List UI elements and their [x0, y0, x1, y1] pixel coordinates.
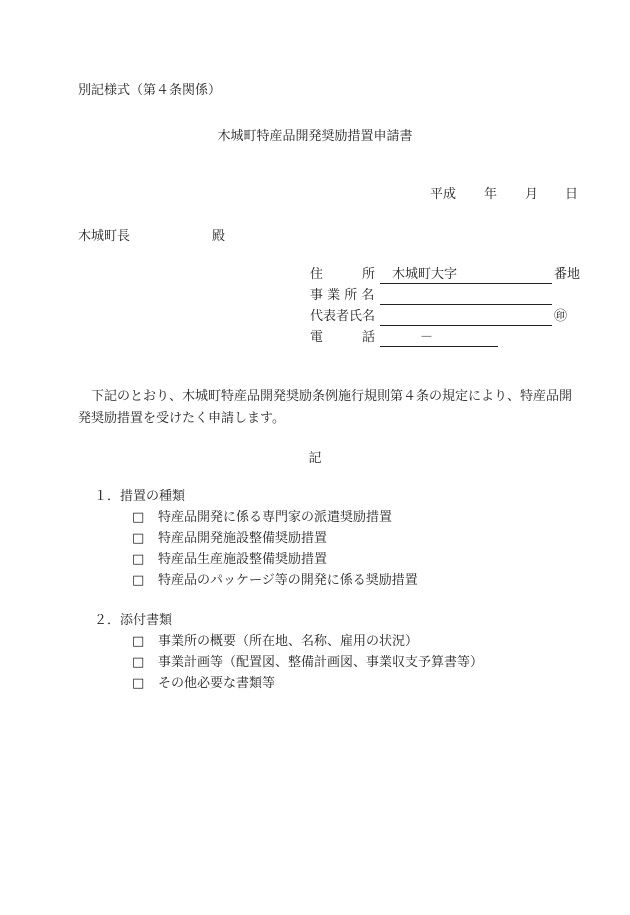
checkbox-icon[interactable]: □: [132, 531, 145, 546]
phone-field[interactable]: [380, 329, 498, 347]
checkbox-icon[interactable]: □: [132, 676, 145, 691]
checkbox-icon[interactable]: □: [132, 634, 145, 649]
office-name-label: 事 業 所 名: [310, 288, 375, 303]
body-paragraph: 下記のとおり、木城町特産品開発奨励条例施行規則第４条の規定により、特産品開発奨励措置を受けたく申請します。: [78, 389, 573, 426]
address-label: 住 所: [310, 267, 376, 282]
checkbox-item[interactable]: [132, 675, 275, 693]
section-title-attachments: ２．添付書類: [94, 613, 173, 628]
checkbox-item[interactable]: [132, 551, 327, 569]
seal-mark: ㊞: [554, 309, 568, 324]
checkbox-label: 特産品開発に係る専門家の派遣奨励措置: [158, 510, 393, 525]
section-title-measures: １．措置の種類: [94, 489, 186, 504]
date-year-unit: 年: [484, 187, 498, 202]
checkbox-icon[interactable]: □: [132, 655, 145, 670]
date-day-unit: 日: [565, 187, 579, 202]
addressee-name: 木城町長: [78, 229, 131, 244]
checkbox-label: 特産品生産施設整備奨励措置: [158, 552, 328, 567]
checkbox-icon[interactable]: □: [132, 573, 145, 588]
ki-heading: 記: [308, 451, 322, 466]
office-name-field[interactable]: [380, 287, 552, 305]
address-suffix: 番地: [554, 267, 581, 282]
checkbox-icon[interactable]: □: [132, 552, 145, 567]
date-month-unit: 月: [525, 187, 539, 202]
checkbox-item[interactable]: [132, 530, 327, 548]
checkbox-label: その他必要な書類等: [158, 676, 276, 691]
address-field[interactable]: [380, 266, 552, 284]
checkbox-label: 事業所の概要（所在地、名称、雇用の状況）: [158, 634, 419, 649]
phone-label: 電 話: [310, 330, 376, 345]
checkbox-label: 事業計画等（配置図、整備計画図、事業収支予算書等）: [158, 655, 484, 670]
checkbox-item[interactable]: [132, 509, 392, 527]
addressee: [78, 228, 226, 246]
checkbox-item[interactable]: [132, 633, 418, 651]
date-era: 平成: [430, 187, 457, 202]
document-title: 木城町特産品開発奨励措置申請書: [217, 129, 413, 144]
form-label: 別記様式（第４条関係）: [78, 83, 222, 98]
phone-separator: －: [420, 330, 434, 345]
addressee-honorific: 殿: [212, 229, 226, 244]
address-value: 木城町大字: [392, 267, 458, 282]
checkbox-item[interactable]: [132, 654, 483, 672]
representative-field[interactable]: [380, 308, 552, 326]
checkbox-label: 特産品のパッケージ等の開発に係る奨励措置: [158, 573, 418, 588]
representative-label: 代表者氏名: [310, 309, 376, 324]
checkbox-item[interactable]: [132, 572, 418, 590]
checkbox-icon[interactable]: □: [132, 510, 145, 525]
checkbox-label: 特産品開発施設整備奨励措置: [158, 531, 328, 546]
